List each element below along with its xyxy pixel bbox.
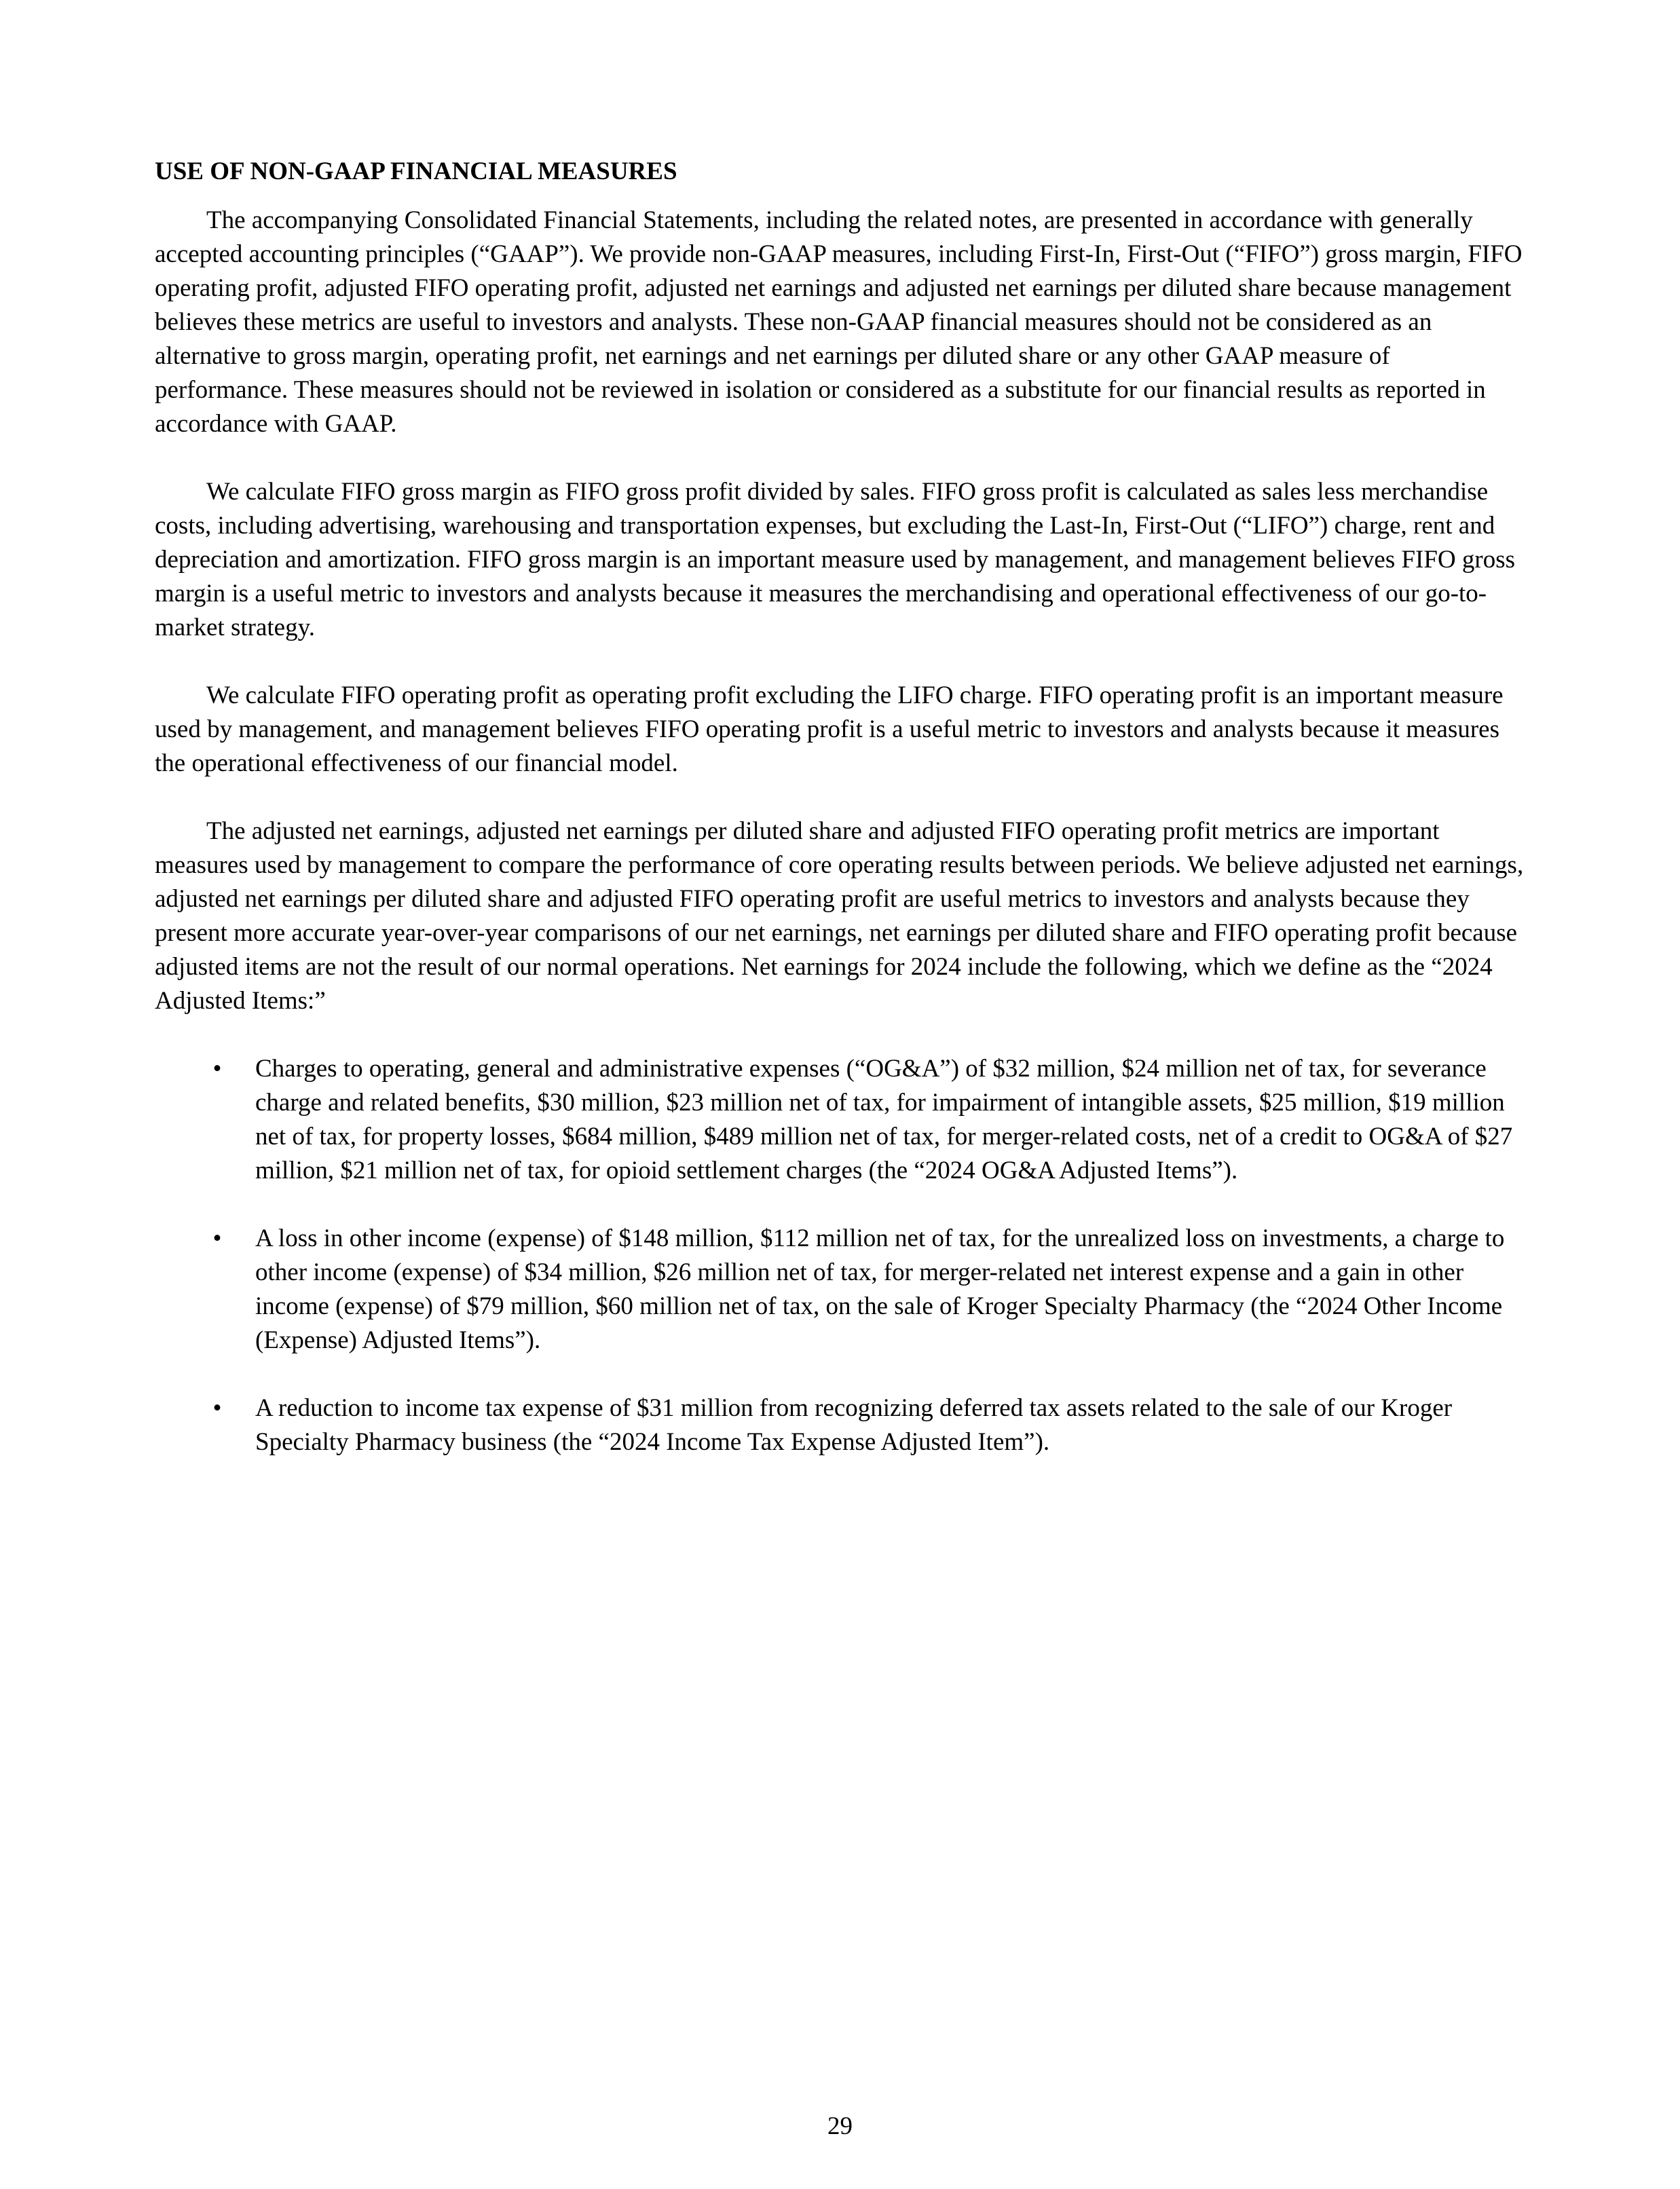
section-heading: USE OF NON-GAAP FINANCIAL MEASURES <box>155 157 677 185</box>
adjusted-items-list <box>155 1052 1526 1459</box>
bullet-icon: • <box>212 1394 222 1422</box>
list-item <box>155 1052 1526 1188</box>
list-item <box>155 1222 1526 1358</box>
document-page <box>155 155 1526 1493</box>
page-number: 29 <box>827 2112 853 2140</box>
paragraph-fifo-gross-margin: We calculate FIFO gross margin as FIFO gross profit divided by sales. FIFO gross profit is calculated as sales less merchandise costs, including advertising, warehousing and transportation expenses, but excluding the Last-In, First-Out (“LIFO”) charge, rent and depreciation and amortization. FIFO gross margin is an important measure used by management, and management believes FIFO gross margin is a useful metric to investors and analysts because it measures the merchandising and operational effectiveness of our go-to-market strategy. <box>155 478 1516 641</box>
list-item-text: Charges to operating, general and administrative expenses (“OG&A”) of $32 million, $24 million net of tax, for severance charge and related benefits, $30 million, $23 million net of tax, for impairment of intangible assets, $25 million, $19 million net of tax, for property losses, $684 million, $489 million net of tax, for merger-related costs, net of a credit to OG&A of $27 million, $21 million net of tax, for opioid settlement charges (the “2024 OG&A Adjusted Items”). <box>255 1055 1513 1184</box>
paragraph-fifo-operating-profit: We calculate FIFO operating profit as operating profit excluding the LIFO charge. FIFO operating profit is an important measure used by management, and management believes FIFO operating profit is a useful metric to investors and analysts because it measures the operational effectiveness of our financial model. <box>155 681 1504 777</box>
bullet-icon: • <box>212 1055 222 1083</box>
list-item-text: A loss in other income (expense) of $148 million, $112 million net of tax, for the unrealized loss on investments, a charge to other income (expense) of $34 million, $26 million net of tax, for merger-related net interest expense and a gain in other income (expense) of $79 million, $60 million net of tax, on the sale of Kroger Specialty Pharmacy (the “2024 Other Income (Expense) Adjusted Items”). <box>255 1224 1505 1354</box>
paragraph-adjusted-items: The adjusted net earnings, adjusted net earnings per diluted share and adjusted FIFO operating profit metrics are important measures used by management to compare the performance of core operating results between periods. We believe adjusted net earnings, adjusted net earnings per diluted share and adjusted FIFO operating profit are useful metrics to investors and analysts because they present more accurate year-over-year comparisons of our net earnings, net earnings per diluted share and FIFO operating profit because adjusted items are not the result of our normal operations. Net earnings for 2024 include the following, which we define as the “2024 Adjusted Items:” <box>155 817 1524 1015</box>
list-item-text: A reduction to income tax expense of $31 million from recognizing deferred tax assets related to the sale of our Kroger Specialty Pharmacy business (the “2024 Income Tax Expense Adjusted Item”). <box>255 1394 1453 1456</box>
bullet-icon: • <box>212 1224 222 1252</box>
paragraph-gaap-overview: The accompanying Consolidated Financial Statements, including the related notes, are presented in accordance with generally accepted accounting principles (“GAAP”). We provide non-GAAP measures, including First-In, First-Out (“FIFO”) gross margin, FIFO operating profit, adjusted FIFO operating profit, adjusted net earnings and adjusted net earnings per diluted share because management believes these metrics are useful to investors and analysts. These non-GAAP financial measures should not be considered as an alternative to gross margin, operating profit, net earnings and net earnings per diluted share or any other GAAP measure of performance. These measures should not be reviewed in isolation or considered as a substitute for our financial results as reported in accordance with GAAP. <box>155 206 1523 438</box>
list-item <box>155 1391 1526 1459</box>
